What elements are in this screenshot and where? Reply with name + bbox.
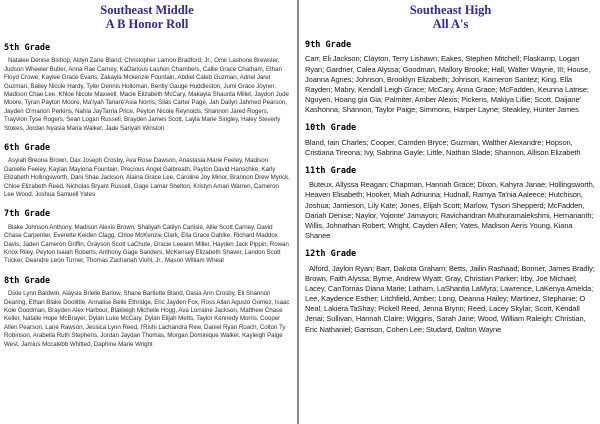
middle-school-name: Southeast Middle	[100, 3, 194, 17]
high-school-column	[301, 0, 600, 424]
name-list-7th: Blake Johnson Anthony, Madison Alexis Brown, Shaliyah Catilyn Carlisle, Allie Scott Carney, David Chase Carpenter, Everette Keiden Clagg, Chloe McKenzie Clark, Ella Grace Dahlke, Richard Maddox Davis, Jaden Cameron Griffin, Grayson Scott LaChute, Gracie Leeann Miller, Hayden Jack Pippin, Rowan Knox Riley, Peyton Isaiah Roberts, Anthony Gage Sanders, McKensey Elizabeth Shaver, Landon Scott Tucker, Deandre Leon Turner, Thomas Zachariah Viohl, Jr., Mason William Wheat	[4, 223, 289, 265]
honor-roll-name: A B Honor Roll	[105, 17, 189, 31]
grade-heading-7th: 7th Grade	[4, 209, 51, 220]
middle-school-title	[4, 3, 290, 31]
grade-heading-10th: 10th Grade	[305, 123, 357, 134]
column-divider	[297, 0, 299, 424]
middle-school-column	[0, 0, 296, 424]
high-school-name: Southeast High	[409, 3, 492, 17]
grade-heading-12th: 12th Grade	[305, 249, 357, 260]
name-list-6th: Asyiah Breona Brown, Dax Joseph Crosby, Ava Rose Dawson, Anastasia Marie Feeley, Madison Danielle Feeley, Kaylan Mayiona Fountain, Precious Angel Galbreath, Payton David Hanschke, Karly Elizabeth Hollingsworth, Dani Shae Jackson, Alaina Grace Lee, Caroline Joy Minor, Brannon Drew Myrick, Chloe Elizabeth Reed, Nicholas Bryant Russell, Gage Lamar Shelton, Kristyn Amari Warren, Cameron Lee Wood, Joshua Samuell Yates	[4, 157, 290, 198]
name-list-10th: Bland, Iain Charles; Cooper, Camden Bryce; Guzman, Walther Alexandre; Hopson, Cristiana Tireona; Ivy, Sabrina Gayle; Little, Nathan Slade; Shannon, Allison Elizabeth	[305, 137, 581, 157]
grade-heading-8th: 8th Grade	[4, 275, 51, 286]
name-list-12th: Alford, Jaylon Ryan; Barr, Dakota Graham; Betts, Jailin Rashaad; Bonner, James Bradly; Brown, Faith Alyssa; Byrne, Andrew Wyatt; Gray, Christian Parker; Irby, Joe Michael; Lacey, CanTorrias Diana Marie; Latham, LaShantia LaMyra; Lawrence, LaKenya Amelda; Lee, Kaydence Esther; Litchfield, Amber; Long, Deanna Hailey; Martinez, Stephanie; O Neal, Lakiera TaShay; Pickell Reed, Jenna Brynn; Reed, Lacey Skylar; Scott, Kendall Jenai; Sullivan, Hannah Claire; Wiggins, Sarah Jane; Wood, William Raleigh; Christian, Eric Nathaniel; Garrison, Cohen Lee; Studard, Dalton Wayne	[305, 263, 595, 334]
grade-heading-9th: 9th Grade	[305, 40, 352, 50]
name-list-5th: Natalee Denise Bishop, Aidyn Zane Bland, Christopher Lamon Bradford, Jr., Omir Lashone Brewster, Judson Wheeler Butler, Anna Rae Carney, KaDarious Lashon Chambers, Callie Grace Chatham, Ethan Floyd Crowe, Kaylee Grace Evans, Zakayla Mckenzie Fountain, Abdiel Caleb Guzman, Adriel Jaret Guzman, Bailey Nicole Hardy, Tyler Dennis Holloman, Bently Gauge Huddleston, Jumi Grace Joyner, Madison Chae Lee, Khloe Nicole Maxwell, Macie Elizabeth McCary, Makayla Shaunta Millet, Jaydon Jude Moore, Tyran Payton Moore, Ma'Iyah Tanare'Asia Norris, Silas Carter Page, Jah Dailyn Jahmed Pearson, Jayden O'marion Perkins, Nahla JayTarria Price, Peyton Nicole Reynolds, Shannon Jared Rogers, Trayvion Tyse Rogers, Sean Logan Russell, Brayden James Scott, Layla Marie Singley, Haley Steverly Stokes, Jordan Nyasia Maria Walker, Jade Sariyah Winston	[4, 57, 289, 132]
high-school-title	[305, 3, 596, 31]
grade-heading-5th: 5th Grade	[4, 43, 51, 53]
name-list-9th: Carr, Eli Jackson; Clayton, Terry Lishawn; Eakes, Stephen Mitchell; Flaskamp, Logan Ryan; Gardner, Calea Alyssa; Goodman, Mallory Brooke; Hall, Walter Wayne, III; House, Joanna Agnes; Johnson, Brooklyn Elizabeth; Johnson, Kameron Santez; King, Ella Rayden; Mabry, Kendall Leigh Grace; McCary, Anna Grace; McFadden, Keunna Latrise; Nguyen, Hoang gia Gia; Palmiter, Amber Alexis; Pickens, Makiya Lillie; Scott, Daijane' Kashonna; Shannon, Taylor Paige; Simmons, Harper Layne; Steakley, Hunter James	[305, 54, 591, 115]
grade-heading-6th: 6th Grade	[4, 143, 51, 153]
all-as-name: All A's	[432, 17, 469, 31]
name-list-11th: Buteux, Allyssa Reagan; Chapman, Hannah Grace; Dixon, Kahyra Janae; Hollingsworth, Heaven Elisabeth; Hooker, Miah Adriunna; Hudnall, Ramya Ta'nia Aaleece; Hutchison, Joshua; Jamieson, Lily Kate; Jones, Elijah Scott; Marlow, Tyson Shepperd; McFadden, Dariah Denise; Naylor, Yojonte' Jamayon; Ravichandran Muthuramalekshmi, Hemananth; Willis, Johnathan Robert; Wright, Cayden Allen; Yates, Madison Aeris Young, Kiana Shanee	[305, 180, 595, 241]
name-list-8th: Dixie Lynn Baldwin, Alaysia Brielle Barlow, Shane Bartlette Bland, Dasia Ann Crosby, Eli Shannon Dearing, Ethan Blake Doolittle, Annalise Belle Ethridge, Eric Jayden Fox, Ross Allan Agusto Gomez, Isaac Kole Goodman, Brayden Alex Harbour, Blakleigh Michelle Hogg, Ava Lorraine Jackson, Matthew Chase Keller, Natalie Hope McBrayer, Dylan Luke McCary, Dylan Elijah Metts, Taylor Kennedy Morris, Cooper Allen Pearson, Lane Rawson, Jessica Lynn Reed, I'Rishi Lachandra Rew, Daniel Ryan Roach, Colton Ty Robinson, Arabella Ruth Stephens, Jordan Jaydan Thomas, Morgan Dominique Walker, Kayleigh Paige West, Jamius Mccalebb Whitted, Daphine Marie Wright	[4, 290, 290, 348]
grade-heading-11th: 11th Grade	[305, 165, 357, 176]
